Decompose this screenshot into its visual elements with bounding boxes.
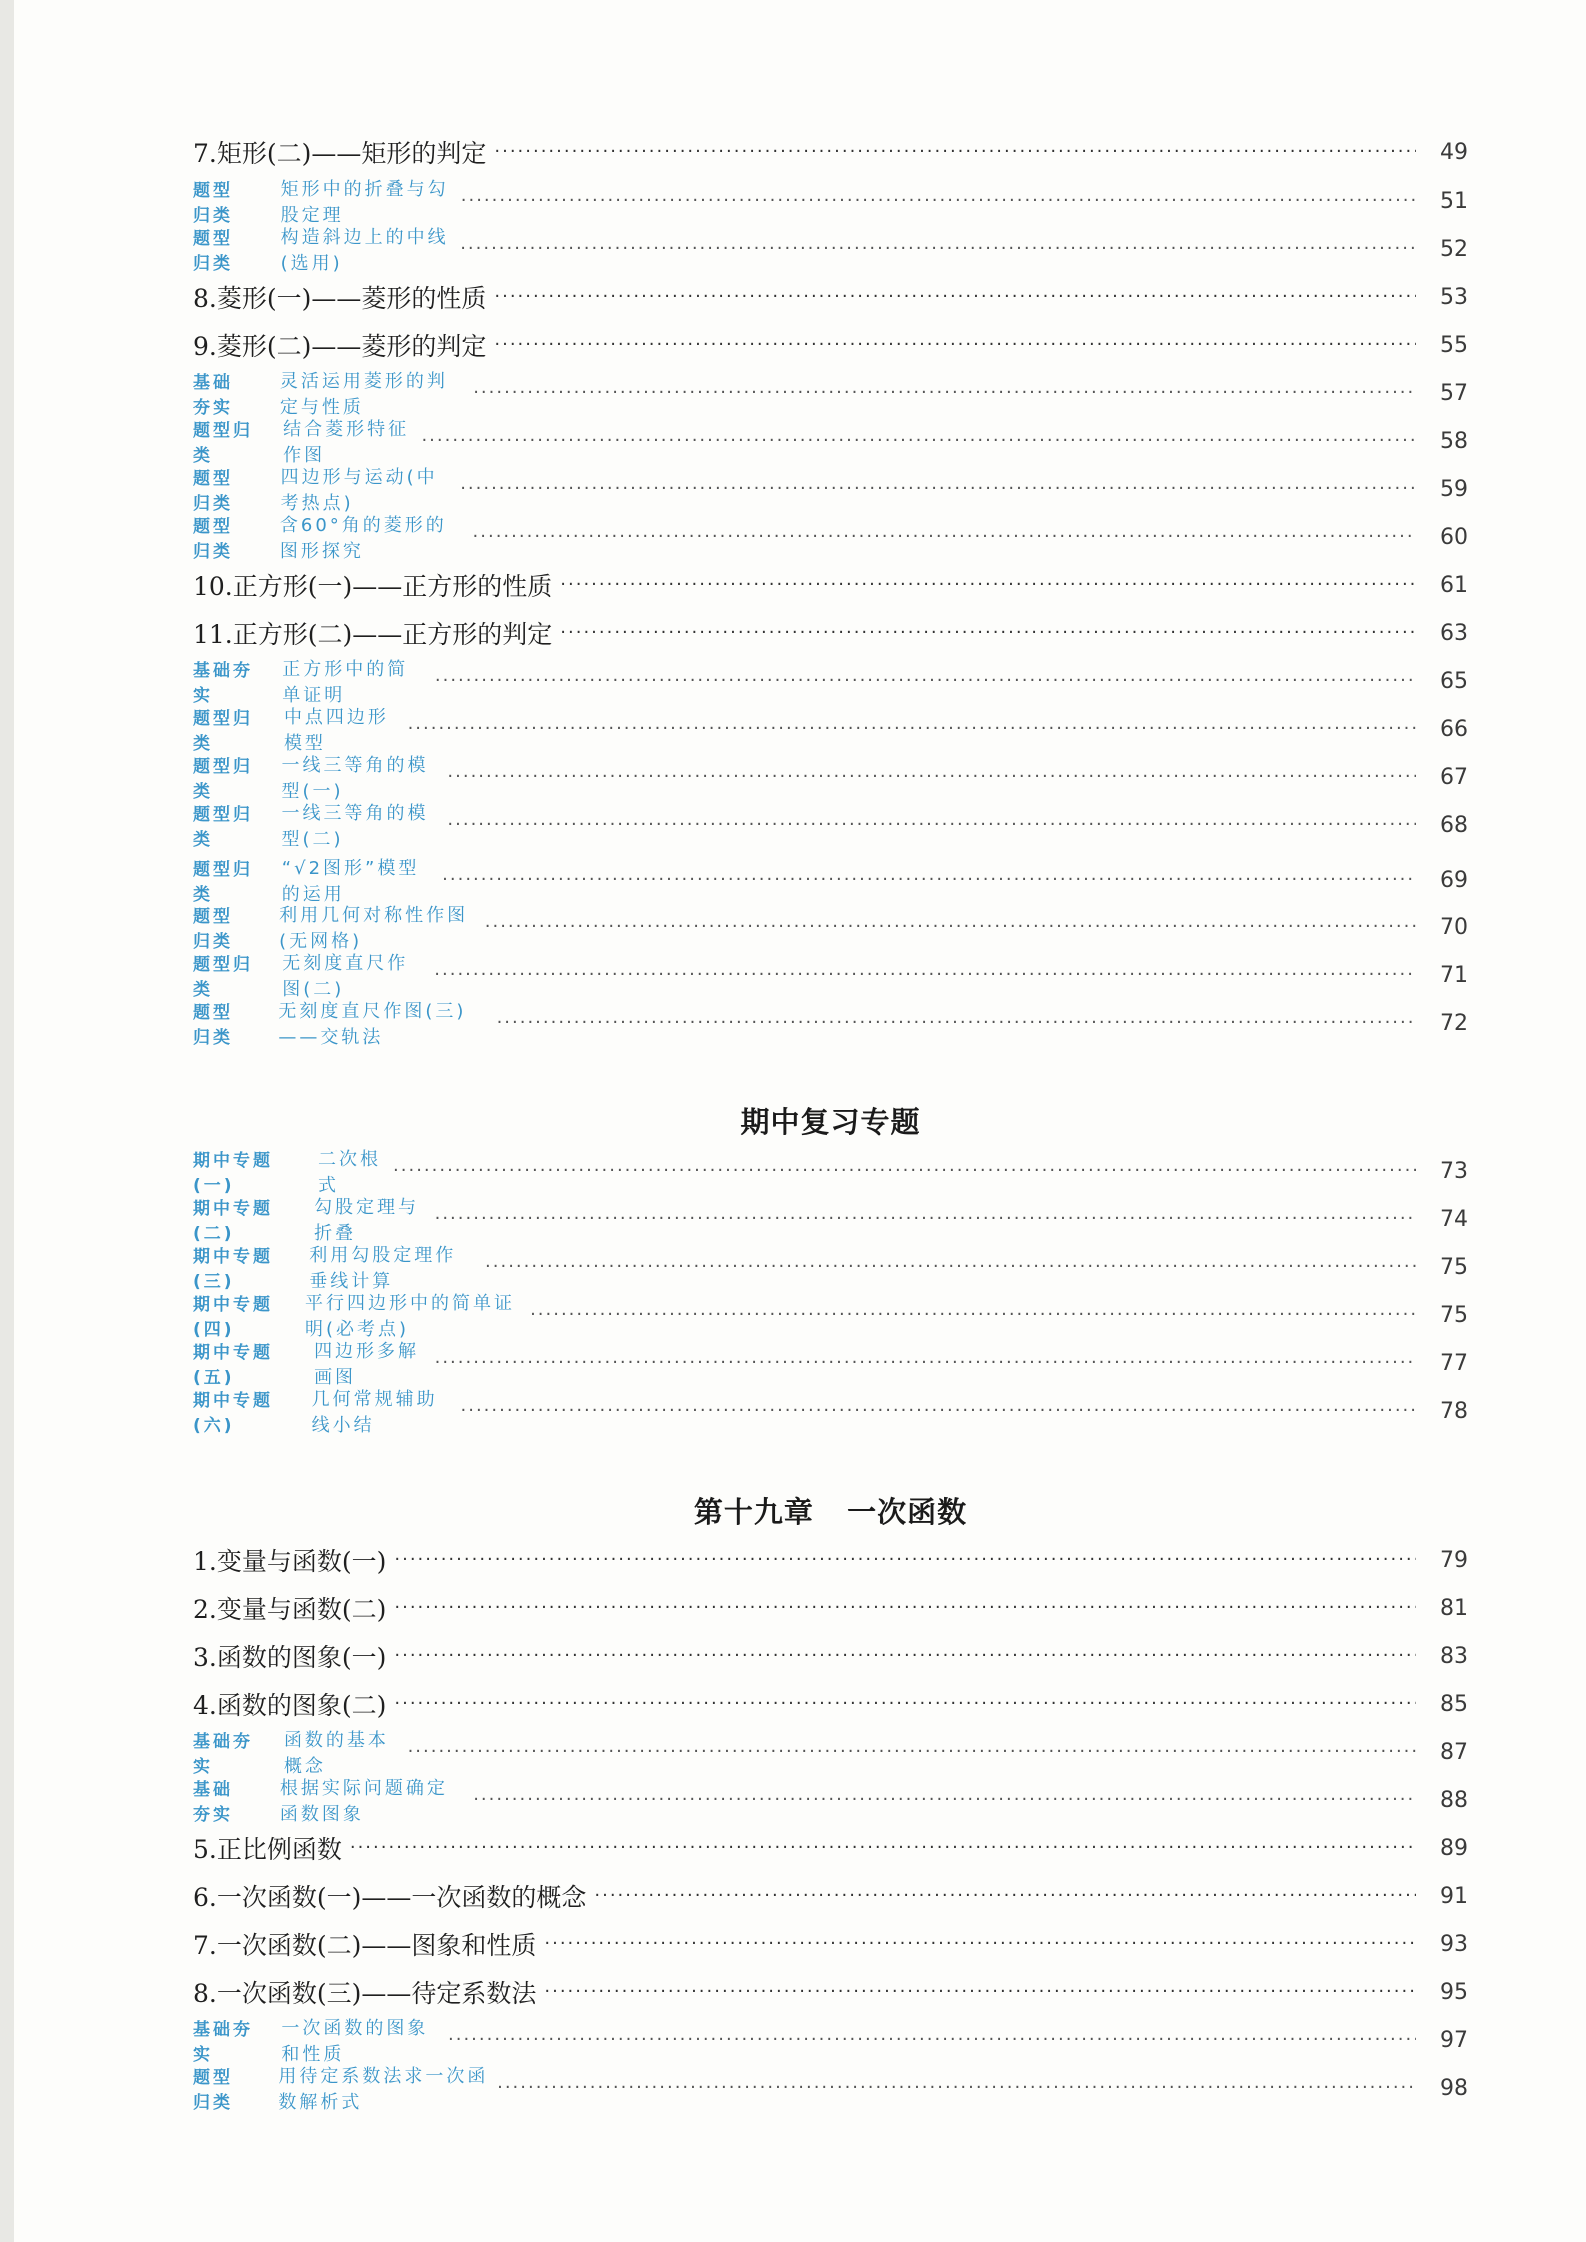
section-title-midterm: 期中复习专题 [740, 1105, 921, 1139]
toc-subentry[interactable] [193, 515, 1468, 562]
entry-title: 勾股定理与折叠 [314, 1197, 420, 1244]
category-tag: 期中专题(五) [193, 1343, 273, 1388]
entry-title: 中点四边形模型 [283, 707, 389, 754]
toc-subentry[interactable] [193, 371, 1469, 418]
entry-title: 2.变量与函数(二) [193, 1595, 387, 1624]
dot-leader [350, 1828, 1416, 1868]
entry-title: 平行四边形中的简单证明(必考点) [305, 1293, 516, 1340]
dot-leader [435, 661, 1416, 701]
dot-leader [421, 421, 1416, 461]
page-number: 51 [1440, 188, 1468, 214]
toc-subentry[interactable] [193, 2066, 1468, 2113]
page-number: 97 [1440, 2027, 1469, 2053]
dot-leader [497, 1003, 1416, 1043]
dot-leader [594, 1876, 1416, 1916]
page-number: 98 [1440, 2075, 1468, 2101]
entry-title: 结合菱形特征作图 [283, 419, 410, 466]
entry-title: 四边形多解画图 [314, 1341, 420, 1388]
entry-title: 10.正方形(一)——正方形的性质 [193, 572, 553, 601]
page-number: 87 [1440, 1739, 1468, 1765]
category-tag: 题型归类 [193, 757, 253, 802]
toc-entry[interactable] [193, 1684, 1468, 1724]
toc-subentry[interactable] [193, 419, 1469, 466]
toc-subentry[interactable] [193, 1293, 1469, 1340]
page-number: 79 [1440, 1547, 1468, 1573]
dot-leader [544, 1972, 1416, 2012]
entry-title: 无刻度直尺作图(二) [282, 953, 409, 1000]
dot-leader [394, 1684, 1416, 1724]
page-number: 73 [1440, 1158, 1468, 1184]
category-tag: 期中专题(一) [193, 1151, 273, 1196]
page-number: 52 [1440, 236, 1468, 262]
entry-title: 8.菱形(一)——菱形的性质 [193, 284, 487, 313]
dot-leader [393, 1151, 1416, 1191]
toc-subentry[interactable] [193, 905, 1468, 952]
entry-title: 4.函数的图象(二) [193, 1691, 387, 1720]
dot-leader [460, 229, 1416, 269]
dot-leader [560, 565, 1416, 605]
dot-leader [460, 469, 1416, 509]
page-number: 53 [1440, 284, 1468, 310]
category-tag: 题型归类 [193, 955, 253, 1000]
entry-title: 四边形与运动(中考热点) [280, 467, 438, 514]
toc-entry[interactable] [193, 565, 1468, 605]
page-number: 83 [1440, 1643, 1468, 1669]
entry-title: 灵活运用菱形的判定与性质 [279, 371, 448, 418]
category-tag: 题型归类 [193, 2068, 233, 2113]
entry-title: 几何常规辅助线小结 [311, 1389, 438, 1436]
page-number: 66 [1440, 716, 1468, 742]
toc-subentry[interactable] [193, 953, 1468, 1000]
page-fold-shadow [0, 0, 14, 2242]
page-number: 71 [1439, 962, 1468, 988]
entry-title: 利用勾股定理作垂线计算 [309, 1245, 457, 1292]
table-of-contents [193, 0, 1468, 2242]
dot-leader [544, 1924, 1416, 1964]
entry-title: 无刻度直尺作图(三)——交轨法 [278, 1001, 467, 1048]
page-number: 75 [1440, 1254, 1468, 1280]
dot-leader [394, 1636, 1416, 1676]
page-number: 58 [1440, 428, 1469, 454]
entry-title: 7.矩形(二)——矩形的判定 [193, 139, 487, 168]
page-number: 72 [1440, 1010, 1468, 1036]
page-number: 77 [1440, 1350, 1468, 1376]
entry-title: 利用几何对称性作图(无网格) [279, 905, 469, 952]
dot-leader [461, 1391, 1417, 1431]
dot-leader [485, 907, 1416, 947]
toc-entry[interactable] [193, 613, 1468, 653]
dot-leader [435, 1343, 1416, 1383]
toc-subentry[interactable] [193, 659, 1468, 706]
toc-subentry[interactable] [193, 1245, 1468, 1292]
toc-subentry[interactable] [193, 1001, 1468, 1048]
toc-entry[interactable] [193, 1588, 1468, 1628]
toc-entry[interactable] [193, 132, 1468, 172]
page-number: 74 [1440, 1206, 1468, 1232]
category-tag: 题型归类 [193, 1003, 233, 1048]
entry-title: 5.正比例函数 [193, 1835, 342, 1864]
category-tag: 题型归类 [193, 517, 233, 562]
category-tag: 基础夯实 [193, 661, 253, 706]
toc-entry[interactable] [193, 1972, 1468, 2012]
entry-title: 根据实际问题确定函数图象 [279, 1778, 448, 1825]
dot-leader [394, 1588, 1416, 1628]
toc-subentry[interactable] [193, 2018, 1469, 2065]
toc-subentry[interactable] [193, 707, 1468, 754]
category-tag: 基础夯实 [193, 2020, 253, 2065]
toc-entry[interactable] [193, 1828, 1468, 1868]
toc-entry[interactable] [193, 1540, 1468, 1580]
entry-title: 6.一次函数(一)——一次函数的概念 [193, 1883, 587, 1912]
toc-subentry[interactable] [193, 755, 1468, 802]
category-tag: 期中专题(六) [193, 1391, 273, 1436]
page-number: 91 [1440, 1883, 1468, 1909]
dot-leader [442, 860, 1416, 900]
toc-subentry[interactable] [193, 1778, 1469, 1825]
page-number: 70 [1440, 914, 1468, 940]
entry-title: 8.一次函数(三)——待定系数法 [193, 1979, 537, 2008]
dot-leader [530, 1295, 1416, 1335]
category-tag: 题型归类 [193, 907, 233, 952]
chapter-title: 第十九章 一次函数 [693, 1495, 968, 1529]
category-tag: 基础夯实 [193, 1732, 253, 1777]
toc-subentry[interactable] [193, 227, 1468, 274]
category-tag: 题型归类 [193, 805, 253, 850]
entry-title: 一线三等角的模型(一) [281, 755, 429, 802]
category-tag: 题型归类 [193, 860, 253, 905]
dot-leader [435, 1199, 1416, 1239]
dot-leader [485, 1247, 1416, 1287]
page-number: 63 [1440, 620, 1468, 646]
toc-subentry[interactable] [193, 179, 1468, 226]
toc-entry[interactable] [193, 325, 1468, 365]
page-number: 49 [1440, 139, 1468, 165]
page-number: 81 [1440, 1595, 1468, 1621]
toc-entry[interactable] [193, 1924, 1468, 1964]
category-tag: 题型归类 [193, 421, 253, 466]
page-number: 78 [1440, 1398, 1468, 1424]
dot-leader [494, 277, 1416, 317]
entry-title: 用待定系数法求一次函数解析式 [278, 2066, 489, 2113]
category-tag: 基础夯实 [193, 373, 233, 418]
dot-leader [434, 955, 1416, 995]
category-tag: 基础夯实 [193, 1780, 233, 1825]
entry-title: 一线三等角的模型(二) [281, 803, 429, 850]
dot-leader [497, 2068, 1416, 2108]
dot-leader [447, 805, 1416, 845]
page-number: 85 [1440, 1691, 1468, 1717]
dot-leader [461, 181, 1416, 221]
entry-title: 7.一次函数(二)——图象和性质 [193, 1931, 537, 1960]
entry-title: 二次根式 [318, 1149, 381, 1196]
page-number: 95 [1440, 1979, 1468, 2005]
toc-subentry[interactable] [193, 467, 1468, 514]
toc-subentry[interactable] [193, 1389, 1468, 1436]
category-tag: 期中专题(二) [193, 1199, 273, 1244]
page-number: 93 [1440, 1931, 1468, 1957]
entry-title: 11.正方形(二)——正方形的判定 [193, 620, 553, 649]
toc-subentry[interactable] [193, 858, 1468, 905]
toc-subentry[interactable] [193, 1341, 1468, 1388]
entry-title: 正方形中的简单证明 [282, 659, 409, 706]
entry-title: 9.菱形(二)——菱形的判定 [193, 332, 487, 361]
page-number: 75 [1440, 1302, 1469, 1328]
page-number: 68 [1440, 812, 1468, 838]
dot-leader [473, 1780, 1416, 1820]
dot-leader [473, 373, 1416, 413]
category-tag: 题型归类 [193, 709, 253, 754]
entry-title: 1.变量与函数(一) [193, 1547, 387, 1576]
page-number: 89 [1440, 1835, 1468, 1861]
entry-title: 矩形中的折叠与勾股定理 [280, 179, 449, 226]
page-number: 60 [1439, 524, 1468, 550]
entry-title: “√2图形”模型的运用 [281, 858, 420, 905]
dot-leader [448, 2020, 1416, 2060]
page-number: 88 [1440, 1787, 1469, 1813]
dot-leader [408, 709, 1416, 749]
entry-title: 3.函数的图象(一) [193, 1643, 387, 1672]
page-number: 61 [1440, 572, 1468, 598]
entry-title: 含60°角的菱形的图形探究 [279, 515, 447, 562]
dot-leader [560, 613, 1416, 653]
toc-subentry[interactable] [193, 803, 1468, 850]
entry-title: 一次函数的图象和性质 [281, 2018, 429, 2065]
dot-leader [408, 1732, 1416, 1772]
category-tag: 期中专题(三) [193, 1247, 273, 1292]
dot-leader [394, 1540, 1416, 1580]
toc-entry[interactable] [193, 277, 1468, 317]
page-number: 65 [1440, 668, 1468, 694]
entry-title: 函数的基本概念 [283, 1730, 389, 1777]
page-number: 69 [1440, 867, 1468, 893]
page-number: 59 [1440, 476, 1468, 502]
toc-entry[interactable] [193, 1636, 1468, 1676]
page-number: 55 [1440, 332, 1468, 358]
toc-subentry[interactable] [193, 1197, 1468, 1244]
category-tag: 期中专题(四) [193, 1295, 273, 1340]
page-number: 57 [1440, 380, 1469, 406]
toc-subentry[interactable] [193, 1730, 1468, 1777]
dot-leader [494, 132, 1416, 172]
page-number: 67 [1440, 764, 1468, 790]
toc-entry[interactable] [193, 1876, 1468, 1916]
category-tag: 题型归类 [193, 469, 233, 514]
entry-title: 构造斜边上的中线(选用) [280, 227, 449, 274]
toc-subentry[interactable] [193, 1149, 1468, 1196]
dot-leader [473, 517, 1416, 557]
category-tag: 题型归类 [193, 181, 233, 226]
dot-leader [494, 325, 1416, 365]
dot-leader [447, 757, 1416, 797]
category-tag: 题型归类 [193, 229, 233, 274]
